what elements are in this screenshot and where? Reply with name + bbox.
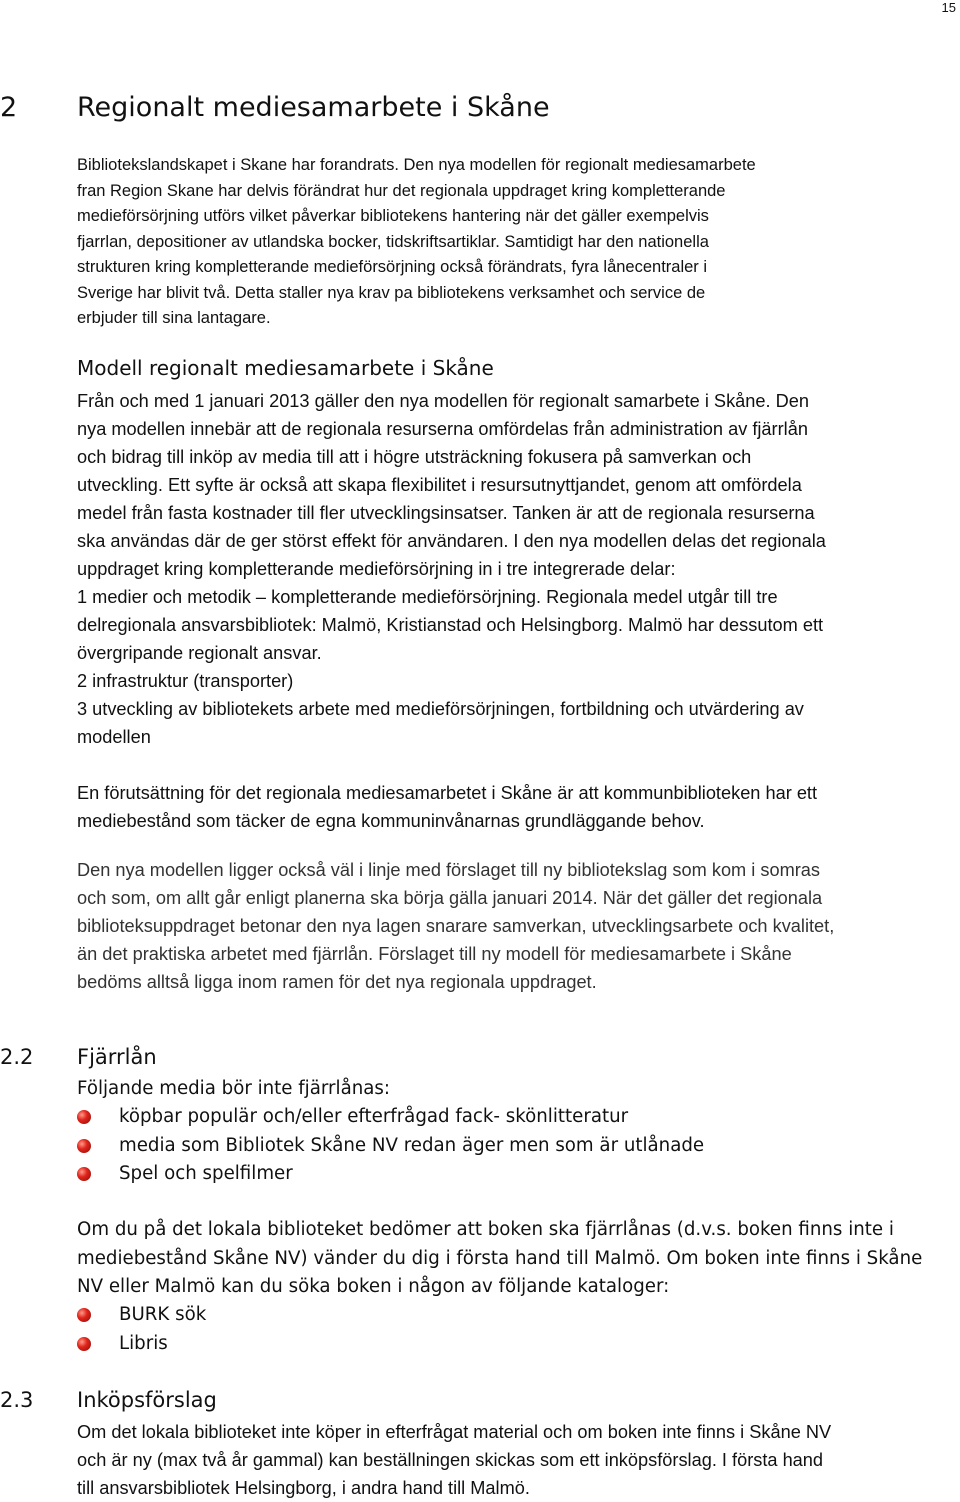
section-title: Inköpsförslag [77,1388,217,1412]
intro-paragraph [77,153,947,332]
text-line: mediebestånd som täcker de egna kommuninvånarnas grundläggande behov. [77,811,705,831]
text-line: strukturen kring kompletterande medieförsörjning också förändrats, fyra lånecentraler i [77,258,708,276]
list-item [77,1301,206,1330]
fjarrlan-bullet-list [77,1103,704,1189]
list-item-text: köpbar populär och/eller efterfrågad fack- skönlitteratur [119,1106,629,1127]
text-line: uppdraget kring kompletterande medieförsörjning in i tre integrerade delar: [77,559,676,579]
text-line: Bibliotekslandskapet i Skane har forandrats. Den nya modellen för regionalt mediesamarbete [77,156,756,174]
text-line: fran Region Skane har delvis förändrat hur det regionala uppdraget kring kompletterande [77,181,726,200]
text-line: 3 utveckling av bibliotekets arbete med medieförsörjningen, fortbildning och utvärdering av [77,699,804,719]
text-line: medel från fasta kostnader till fler utvecklingsinsatser. Tanken är att de regionala resurserna [77,503,815,523]
text-line: mediebestånd Skåne NV) vänder du dig i första hand till Malmö. Om boken inte finns i Skåne [77,1247,923,1269]
list-item-text: Libris [119,1332,168,1354]
text-line: fjarrlan, depositioner av utlandska bocker, tidskriftsartiklar. Samtidigt har den nationella [77,232,709,251]
list-item [77,1132,704,1161]
text-line: biblioteksuppdraget betonar den nya lagen snarare samverkan, utvecklingsarbete och kvalitet, [77,916,835,936]
text-line: övergripande regionalt ansvar. [77,643,322,663]
text-line: och är ny (max två år gammal) kan beställningen skickas som ett inköpsförslag. I första hand [77,1450,824,1470]
text-line: utveckling. Ett syfte är också att skapa flexibilitet i resursutnyttjandet, genom att omfördela [77,475,802,495]
catalog-bullet-list [77,1301,206,1358]
red-ball-bullet-icon [77,1308,91,1322]
list-item [77,1330,206,1359]
list-item-text: BURK sök [119,1304,207,1325]
text-line: Från och med 1 januari 2013 gäller den nya modellen för regionalt samarbete i Skåne. Den [77,391,809,411]
model-subheading: Modell regionalt mediesamarbete i Skåne [77,356,494,380]
red-ball-bullet-icon [77,1110,91,1124]
text-line: till ansvarsbibliotek Helsingborg, i andra hand till Malmö. [77,1478,530,1498]
text-line: ska användas där de ger störst effekt för användaren. I den nya modellen delas det regionala [77,531,826,551]
text-line: erbjuder till sina lantagare. [77,309,271,327]
text-line: Sverige har blivit två. Detta staller nya krav pa bibliotekens verksamhet och service de [77,283,706,302]
text-line: och bidrag till inköp av media till att i högre utsträckning fokusera på samverkan och [77,447,752,467]
text-line: Om det lokala biblioteket inte köper in efterfrågat material och om boken inte finns i Skåne NV [77,1422,832,1442]
text-line: 2 infrastruktur (transporter) [77,671,294,691]
section-number: 2.2 [0,1045,34,1069]
text-line: Om du på det lokala biblioteket bedömer att boken ska fjärrlånas (d.v.s. boken finns inte i [77,1219,894,1240]
list-item [77,1160,704,1189]
prerequisite-paragraph [77,779,953,835]
text-line: nya modellen innebär att de regionala resurserna omfördelas från administration av fjärrlån [77,419,808,439]
red-ball-bullet-icon [77,1167,91,1181]
text-line: och som, om allt går enligt planerna ska börja gälla januari 2014. När det gäller det regionala [77,888,823,908]
text-line: delregionala ansvarsbibliotek: Malmö, Kristianstad och Helsingborg. Malmö har dessutom ett [77,615,824,635]
lead-text: Följande media bör inte fjärrlånas: [77,1078,390,1099]
text-line: än det praktiska arbetet med fjärrlån. Förslaget till ny modell för mediesamarbete i Skåne [77,944,792,964]
list-item-text: media som Bibliotek Skåne NV redan äger men som är utlånade [119,1134,705,1156]
red-ball-bullet-icon [77,1139,91,1153]
fjarrlan-lead [77,1075,390,1104]
section-title: Fjärrlån [77,1045,157,1069]
text-line: Den nya modellen ligger också väl i linje med förslaget till ny bibliotekslag som kom i somras [77,860,820,880]
text-line: En förutsättning för det regionala mediesamarbetet i Skåne är att kommunbiblioteken har ett [77,783,818,803]
list-item-text: Spel och spelfilmer [119,1163,293,1184]
text-line: bedöms alltså ligga inom ramen för det nya regionala uppdraget. [77,972,597,992]
proposal-paragraph [77,856,953,996]
section-number: 2.3 [0,1388,34,1412]
fjarrlan-body [77,1216,922,1302]
red-ball-bullet-icon [77,1337,91,1351]
list-item [77,1103,704,1132]
page-number: 15 [941,0,956,15]
inkopsforslag-body [77,1418,953,1502]
text-line: modellen [77,727,151,747]
text-line: NV eller Malmö kan du söka boken i någon av följande kataloger: [77,1276,670,1297]
model-paragraph [77,387,953,751]
chapter-number: 2 [0,92,18,123]
chapter-title: Regionalt mediesamarbete i Skåne [77,92,550,123]
text-line: medieförsörjning utförs vilket påverkar bibliotekens hantering när det gäller exempelvis [77,207,709,225]
text-line: 1 medier och metodik – kompletterande medieförsörjning. Regionala medel utgår till tre [77,587,778,607]
